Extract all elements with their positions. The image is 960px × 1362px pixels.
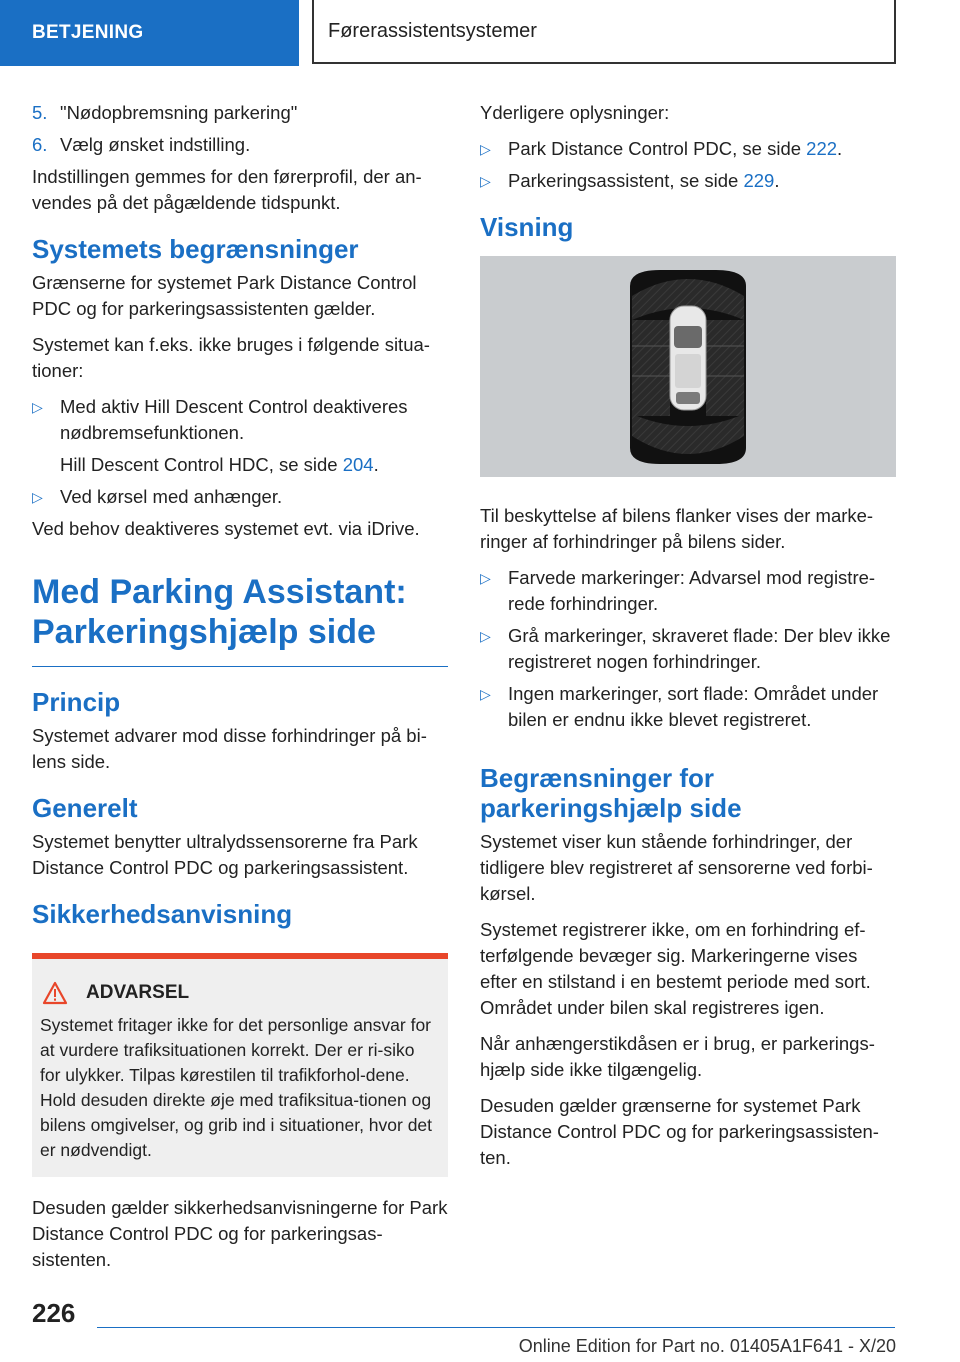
bullet-text: Med aktiv Hill Descent Control deaktiveres nødbremsefunktionen. (60, 396, 408, 443)
footer-rule (97, 1327, 895, 1328)
paragraph: Systemet benytter ultralydssensorerne fra Park Distance Control PDC og parkeringsassistent. (32, 831, 418, 878)
heading-system-limits: Systemets begrænsninger (32, 234, 359, 264)
bullet-text: Ingen markeringer, sort flade: Området under bilen er endnu ikke blevet registreret. (508, 683, 879, 730)
subtext-suffix: . (373, 454, 379, 475)
bullet-suffix: . (774, 170, 780, 191)
list-number: 6. (32, 134, 48, 155)
heading-safety: Sikkerhedsanvisning (32, 899, 293, 929)
warning-header (40, 981, 438, 1005)
paragraph: Ved behov deaktiveres systemet evt. via iDrive. (32, 518, 420, 539)
paragraph: Yderligere oplysninger: (480, 102, 670, 123)
triangle-bullet-icon: ▷ (480, 173, 491, 189)
parking-view-illustration (480, 256, 896, 477)
warning-text: Systemet fritager ikke for det personlige ansvar for at vurdere trafiksituationen korrekt. Der er ri-siko for ulykker. Tilpas kørestilen til trafikforhol-dene. Hold desuden direkte øje med trafiksitua-tionen og bilens omgivelser, og grib ind i situationer, hvor det er nødvendigt. (40, 1015, 433, 1160)
paragraph: Desuden gælder grænserne for systemet Park Distance Control PDC og for parkeringsassisten-ten. (480, 1095, 879, 1168)
list-text: "Nødopbremsning parkering" (60, 102, 298, 123)
list-item (32, 132, 448, 158)
paragraph: Til beskyttelse af bilens flanker vises der marke-ringer af forhindringer på bilens sider. (480, 505, 874, 552)
heading-display: Visning (480, 212, 574, 242)
paragraph: Systemet registrerer ikke, om en forhindring ef-terfølgende bevæger sig. Markeringerne vises efter en stilstand i en bestemt periode med sort. Området under bilen skal registreres igen. (480, 919, 871, 1018)
subtext-prefix: Hill Descent Control HDC, se side (60, 454, 343, 475)
paragraph: Når anhængerstikdåsen er i brug, er parkerings-hjælp side ikke tilgængelig. (480, 1033, 875, 1080)
bullet-item (480, 681, 896, 733)
list-number: 5. (32, 102, 48, 123)
triangle-bullet-icon: ▷ (32, 489, 43, 505)
page-number: 226 (32, 1298, 76, 1328)
heading-side-limits: Begrænsninger for parkeringshjælp side (480, 763, 742, 823)
chapter-heading: Med Parking Assistant: Parkeringshjælp side (32, 573, 407, 651)
triangle-bullet-icon: ▷ (32, 399, 43, 415)
list-item (32, 100, 448, 126)
page-link-229[interactable]: 229 (743, 170, 775, 191)
triangle-bullet-icon: ▷ (480, 570, 491, 586)
bullet-item (32, 484, 448, 510)
left-column (32, 100, 448, 1283)
triangle-bullet-icon: ▷ (480, 628, 491, 644)
bullet-text: Park Distance Control PDC, se side (508, 138, 807, 159)
triangle-bullet-icon: ▷ (480, 686, 491, 702)
bullet-item (480, 565, 896, 617)
list-text: Vælg ønsket indstilling. (60, 134, 251, 155)
warning-box (32, 953, 448, 1177)
warning-triangle-icon (42, 981, 68, 1005)
paragraph: Systemet viser kun stående forhindringer, der tidligere blev registreret af sensorerne ved forbi-kørsel. (480, 831, 873, 904)
triangle-bullet-icon: ▷ (480, 141, 491, 157)
paragraph: Desuden gælder sikkerhedsanvisningerne for Park Distance Control PDC og for parkeringsas-sistenten. (32, 1197, 448, 1270)
header-chapter: Førerassistentsystemer (312, 0, 896, 64)
bullet-suffix: . (837, 138, 843, 159)
page-link-222[interactable]: 222 (806, 138, 838, 159)
right-column (480, 100, 896, 1181)
bullet-item (480, 136, 896, 162)
heading-general: Generelt (32, 793, 138, 823)
bullet-text: Parkeringsassistent, se side (508, 170, 744, 191)
paragraph: Systemet kan f.eks. ikke bruges i følgende situa-tioner: (32, 334, 430, 381)
heading-rule (32, 666, 448, 667)
page-link-204[interactable]: 204 (342, 454, 374, 475)
heading-principle: Princip (32, 687, 121, 717)
bullet-subtext (60, 452, 448, 478)
paragraph: Grænserne for systemet Park Distance Control PDC og for parkeringsassistenten gælder. (32, 272, 417, 319)
bullet-text: Ved kørsel med anhænger. (60, 486, 283, 507)
paragraph: Systemet advarer mod disse forhindringer på bi-lens side. (32, 725, 427, 772)
warning-title: ADVARSEL (86, 982, 190, 1003)
bullet-item (480, 623, 896, 675)
bullet-item (480, 168, 896, 194)
paragraph: Indstillingen gemmes for den førerprofil, der an-vendes på det pågældende tidspunkt. (32, 166, 422, 213)
header-section: BETJENING (0, 0, 299, 66)
footer-edition: Online Edition for Part no. 01405A1F641 - X/20 (518, 1336, 896, 1356)
bullet-text: Grå markeringer, skraveret flade: Der blev ikke registreret nogen forhindringer. (508, 625, 891, 672)
bullet-text: Farvede markeringer: Advarsel mod registre-rede forhindringer. (508, 567, 876, 614)
parking-view-image (480, 256, 896, 477)
bullet-item (32, 394, 448, 478)
